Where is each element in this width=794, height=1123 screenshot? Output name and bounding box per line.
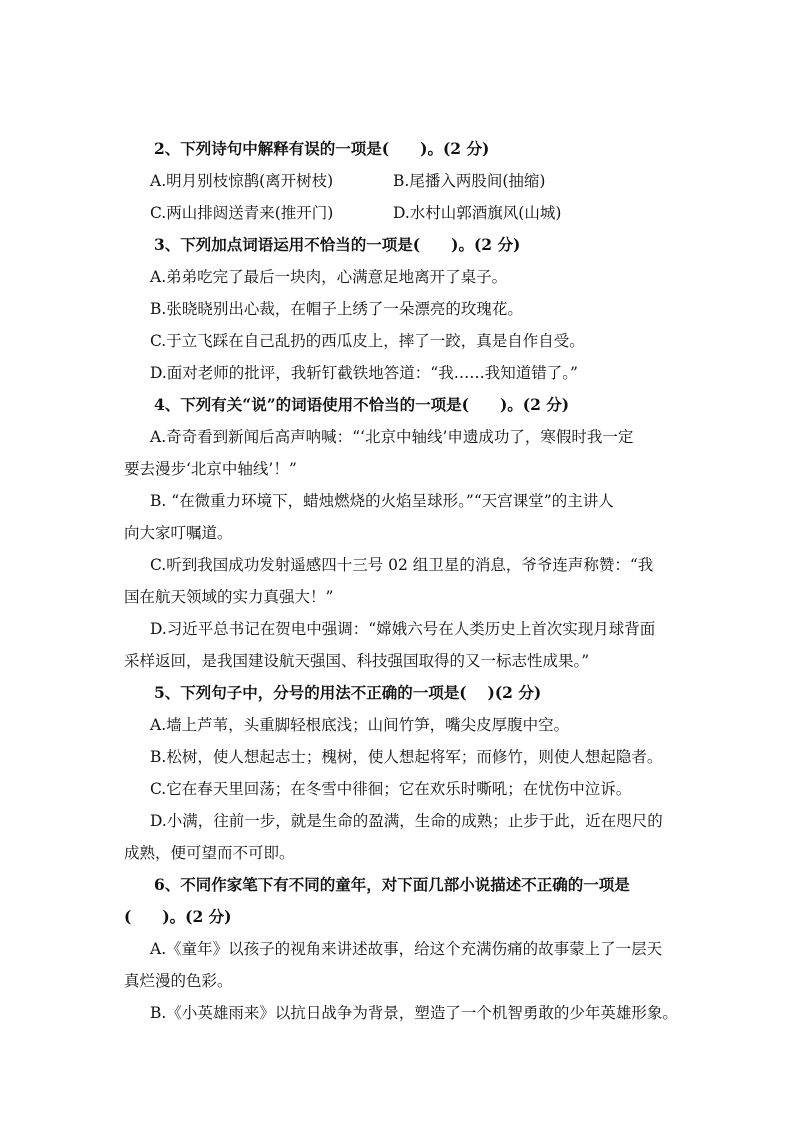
question-5-option-d-cont: 成熟，便可望而不可即。 [124, 844, 295, 862]
question-5-option-b: B.松树，使人想起志士；槐树，使人想起将军；而修竹，则使人想起隐者。 [150, 748, 663, 766]
question-4-option-b: B. “在微重力环境下，蜡烛燃烧的火焰呈球形。”“天宫课堂”的主讲人 [150, 492, 614, 510]
question-2-options-row-1 [124, 165, 684, 197]
exam-content [124, 133, 684, 1029]
question-2-option-b: B.尾播入两股间(抽缩) [393, 172, 546, 190]
question-3-option-b: B.张晓晓别出心裁，在帽子上绣了一朵漂亮的玫瑰花。 [150, 300, 523, 318]
question-4-option-d-cont: 采样返回，是我国建设航天强国、科技强国取得的又一标志性成果。” [124, 652, 590, 670]
question-2-stem: 2、下列诗句中解释有误的一项是( )。(2 分) [154, 139, 490, 158]
question-4-option-a: A.奇奇看到新闻后高声呐喊：“‘北京中轴线’申遗成功了，寒假时我一定 [150, 428, 634, 446]
question-4-stem: 4、下列有关“说”的词语使用不恰当的一项是( )。(2 分) [154, 395, 570, 414]
question-6-stem: 6、不同作家笔下有不同的童年，对下面几部小说描述不正确的一项是 [154, 875, 630, 894]
question-6-stem-cont: ( )。(2 分) [124, 907, 232, 926]
question-5-stem: 5、下列句子中，分号的用法不正确的一项是( )(2 分) [154, 683, 542, 702]
question-4-option-d: D.习近平总书记在贺电中强调：“嫦娥六号在人类历史上首次实现月球背面 [150, 620, 656, 638]
question-5-option-d: D.小满，往前一步，就是生命的盈满，生命的成熟；止步于此，近在咫尺的 [150, 812, 663, 830]
question-3-option-d: D.面对老师的批评，我斩钉截铁地答道：“我……我知道错了。” [150, 364, 578, 382]
question-4-option-c: C.听到我国成功发射遥感四十三号 02 组卫星的消息，爷爷连声称赞：“我 [150, 556, 654, 574]
question-4-option-a-cont: 要去漫步‘北京中轴线’！” [124, 460, 297, 478]
question-2-option-c: C.两山排闼送青来(推开门) [150, 204, 334, 222]
question-4-option-c-cont: 国在航天领域的实力真强大！” [124, 588, 334, 606]
question-6-option-a: A.《童年》以孩子的视角来讲述故事，给这个充满伤痛的故事蒙上了一层天 [150, 940, 663, 958]
question-5-option-c: C.它在春天里回荡；在冬雪中徘徊；它在欢乐时嘶吼；在忧伤中泣诉。 [150, 780, 632, 798]
question-3-option-a: A.弟弟吃完了最后一块肉，心满意足地离开了桌子。 [150, 268, 508, 286]
question-4-option-b-cont: 向大家叮嘱道。 [124, 524, 233, 542]
question-3-stem: 3、下列加点词语运用不恰当的一项是( )。(2 分) [154, 235, 521, 254]
question-2-options-row-2 [124, 197, 684, 229]
question-2-option-a: A.明月别枝惊鹊(离开树枝) [150, 172, 334, 190]
question-2-option-d: D.水村山郭酒旗风(山城) [393, 204, 562, 222]
question-6-option-a-cont: 真烂漫的色彩。 [124, 972, 233, 990]
question-5-option-a: A.墙上芦苇，头重脚轻根底浅；山间竹笋，嘴尖皮厚腹中空。 [150, 716, 570, 734]
question-6-option-b: B.《小英雄雨来》以抗日战争为背景，塑造了一个机智勇敢的少年英雄形象。 [150, 1004, 678, 1022]
question-3-option-c: C.于立飞踩在自己乱扔的西瓜皮上，摔了一跤，真是自作自受。 [150, 332, 585, 350]
